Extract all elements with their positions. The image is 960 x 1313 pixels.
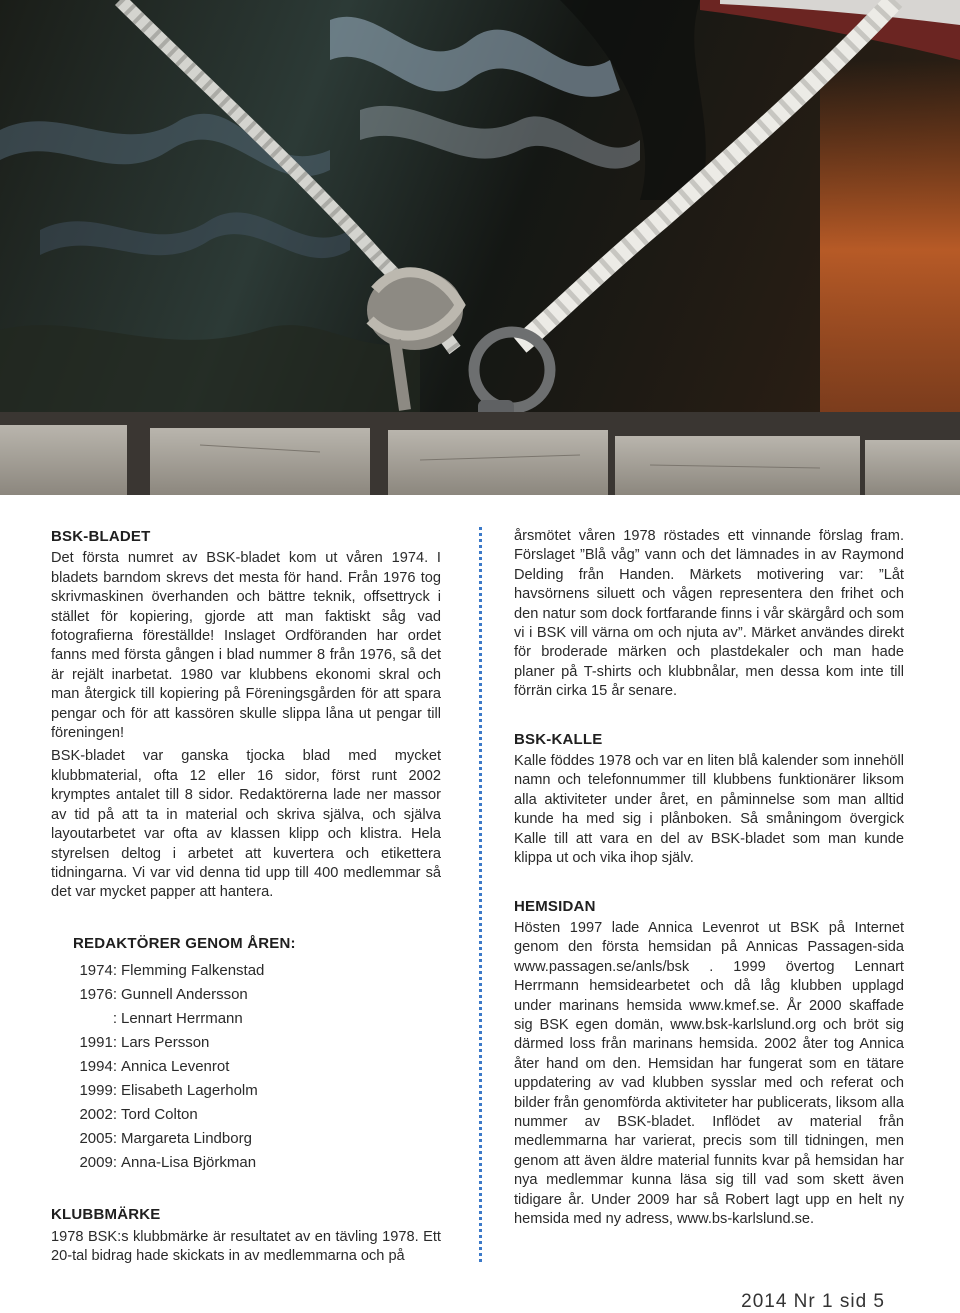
editor-row <box>73 983 441 1007</box>
klubbmarke-paragraph: 1978 BSK:s klubbmärke är resultatet av en tävling 1978. Ett 20-tal bidrag hade skickats in av medlemmarna och på <box>51 1228 441 1264</box>
editor-name: Elisabeth Lagerholm <box>121 1082 258 1100</box>
editors-heading: REDAKTÖRER GENOM ÅREN: <box>73 934 296 952</box>
editor-name: Gunnell Andersson <box>121 986 248 1004</box>
editor-year: 1999: <box>79 1082 117 1100</box>
klubbmarke-section <box>51 1205 441 1266</box>
editor-row <box>73 1007 441 1031</box>
editor-row <box>73 1079 441 1103</box>
bsk-kalle-section <box>514 730 904 869</box>
bsk-bladet-section <box>51 527 441 903</box>
editor-name: Annica Levenrot <box>121 1058 230 1076</box>
bsk-bladet-heading: BSK-BLADET <box>51 528 151 545</box>
bsk-kalle-heading: BSK-KALLE <box>514 730 603 748</box>
editor-name: Margareta Lindborg <box>121 1130 252 1148</box>
hemsidan-heading: HEMSIDAN <box>514 897 596 915</box>
right-column <box>514 527 904 1229</box>
editor-name: Tord Colton <box>121 1106 198 1124</box>
editor-name: Lars Persson <box>121 1034 210 1052</box>
page-number: 2014 Nr 1 sid 5 <box>741 1291 885 1312</box>
bsk-bladet-paragraph-1: Det första numret av BSK-bladet kom ut våren 1974. I bladets barndom skrevs det mesta för hand. Från 1976 tog skrivmaskinen överhanden och bättre teknik, offsettryck i stället för kopiering, gjorde att man faktiskt såg vad fotografierna föreställde! Inslaget Ordföranden har ordet fanns med första gången i blad nummer 8 från 1976, så det är rejält inarbetat. 1980 var klubbens ekonomi skral och man återgick till kopiering på Föreningsgården för att spara pengar och för att kassören skulle slippa låna ut pengar till föreningen! <box>51 550 441 742</box>
editor-year: 1976: <box>79 986 117 1004</box>
editor-row <box>73 959 441 983</box>
editor-year: 2005: <box>79 1130 117 1148</box>
editor-year: : <box>112 1010 117 1028</box>
bsk-kalle-paragraph: Kalle föddes 1978 och var en liten blå kalender som innehöll namn och telefonnummer till klubbens funktionärer liksom alla aktiviteter under året, en påminnelse som man alltid kunde ha med sig i plånboken. Så småningom övergick Kalle till att vara en del av BSK-bladet som man kunde klippa ut och vika ihop själv. <box>514 753 904 867</box>
editors-list <box>73 934 441 1175</box>
editor-name: Lennart Herrmann <box>121 1010 243 1028</box>
bsk-bladet-paragraph-2: BSK-bladet var ganska tjocka blad med mycket klubbmaterial, ofta 12 eller 16 sidor, först runt 2002 krymptes antalet till 8 sidor. Redaktörerna lade ner massor av tid på att ta in material och skriva själva, och själva layoutarbetet var ofta av klassen klipp och klistra. Hela styrelsen deltog i arbetet att kuvertera och etikettera tidningarna. Vi var vid denna tid upp till 400 medlemmar så det var mycket papper att hantera. <box>51 748 441 901</box>
column-divider <box>479 527 482 1262</box>
klubbmarke-heading: KLUBBMÄRKE <box>51 1206 161 1224</box>
editor-row <box>73 1103 441 1127</box>
editor-name: Anna-Lisa Björkman <box>121 1154 257 1172</box>
editor-name: Flemming Falkenstad <box>121 962 265 980</box>
editor-row <box>73 1031 441 1055</box>
klubbmarke-continuation: årsmötet våren 1978 röstades ett vinnande förslag fram. Förslaget ”Blå våg” vann och det lämnades in av Raymond Delding från Handen. Märkets motivering var: ”Låt havsörnens siluett och vågen representera den frihet och den natur som dock fortfarande finns i vår skärgård och som vi i BSK vill värna om och njuta av”. Märket användes direkt för broderade märken och plastdekaler och man hade planer på T-shirts och klubbnålar, men dessa kom inte till förrän cirka 15 år senare. <box>514 528 904 700</box>
editor-year: 2009: <box>79 1154 117 1172</box>
editor-year: 1994: <box>79 1058 117 1076</box>
editor-year: 1974: <box>79 962 117 980</box>
mooring-photo <box>0 0 960 495</box>
left-column <box>51 527 441 1266</box>
hemsidan-paragraph: Hösten 1997 lade Annica Levenrot ut BSK på Internet genom den första hemsidan på Annicas Passagen-sida www.passagen.se/anls/bsk . 1999 övertog Lennart Herrmann hemsidearbetet och då låg klubben upplagd under marinans hemsida www.kmef.se. År 2000 skaffade sig BSK egen domän, www.bsk-karlslund.org och bröt sig därmed loss från marinans hemsida. 2002 åter tog Annica åter hand om den. Hemsidan har fungerat som en tätare uppdatering av vad klubben sysslar med och referat och bilder från genomförda aktiviteter har publicerats, liksom alla nummer av BSK-bladet. Inflödet av material från medlemmarna har varierat, precis som till tidningen, men genom att även äldre material funnits kvar på hemsidan har nya medlemmar kunna läsa sig till vad som skett även tidigare år. Under 2009 har så Robert lagt upp en helt ny hemsida med ny adress, www.bs-karlslund.se. <box>514 919 904 1227</box>
editor-row <box>73 1151 441 1175</box>
editor-year: 1991: <box>79 1034 117 1052</box>
hemsidan-section <box>514 897 904 1230</box>
editor-year: 2002: <box>79 1106 117 1124</box>
editor-row <box>73 1055 441 1079</box>
editor-row <box>73 1127 441 1151</box>
